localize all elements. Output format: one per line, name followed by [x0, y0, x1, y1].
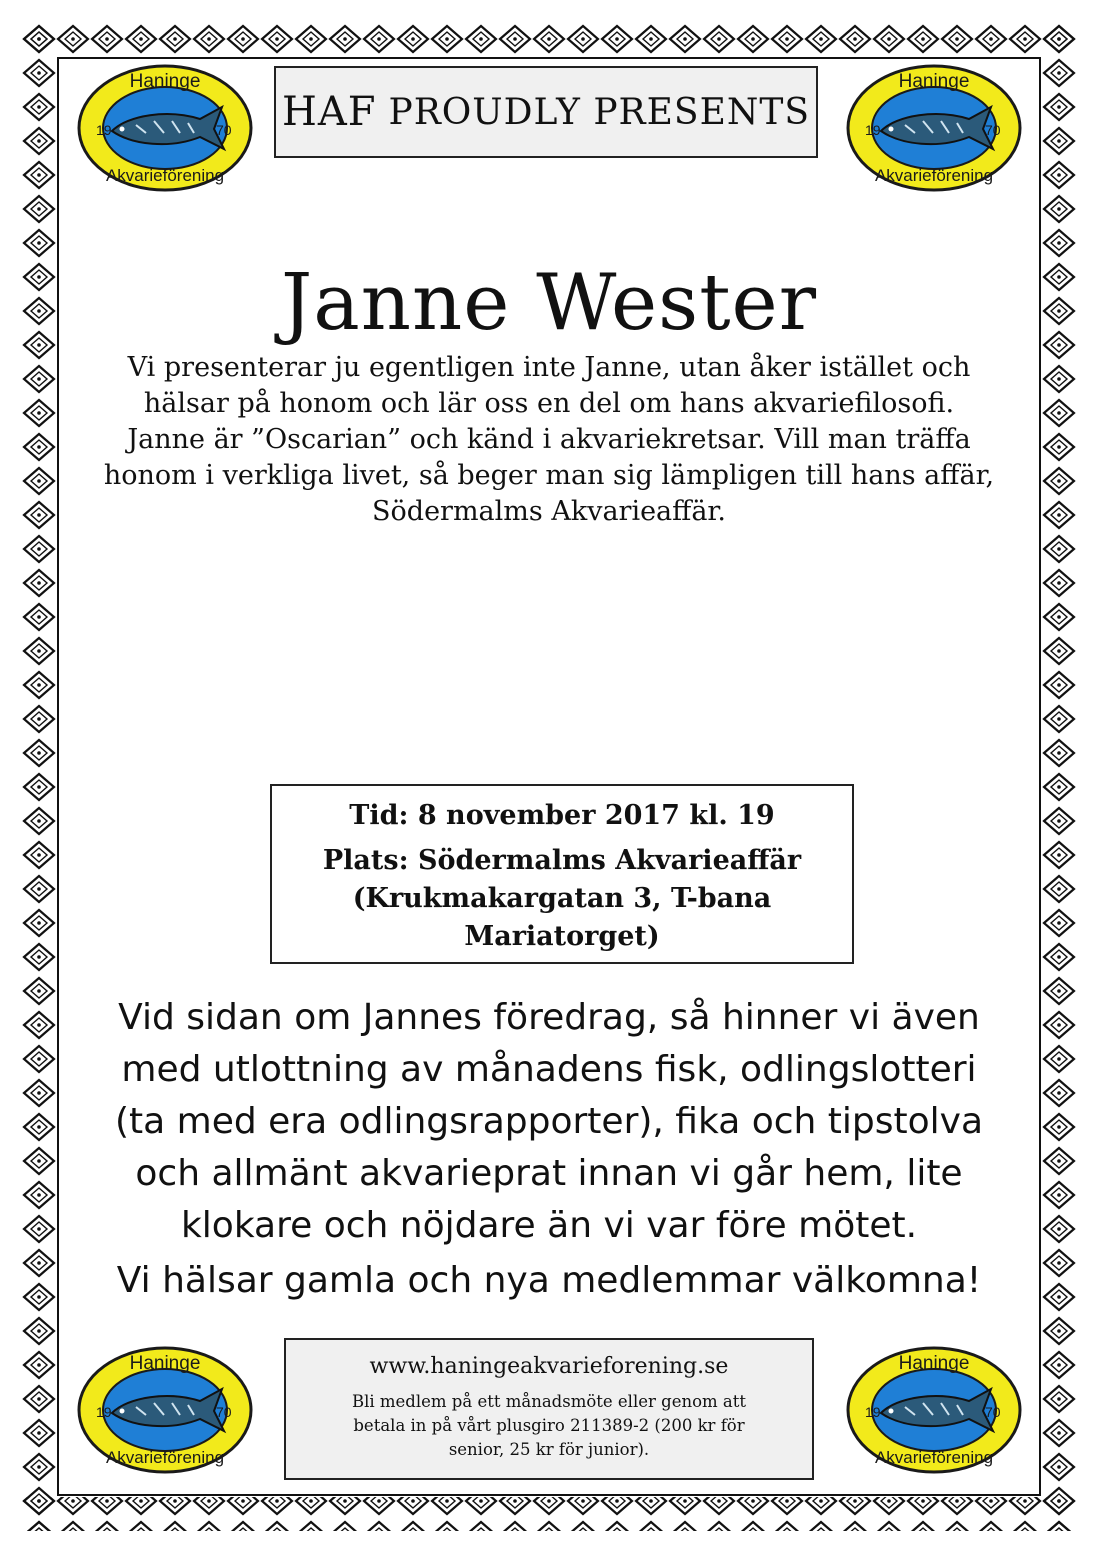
logo-year-left: 19	[96, 1404, 112, 1420]
logo-year-left: 19	[96, 122, 112, 138]
logo-tagline: Akvarieförening	[874, 1448, 994, 1467]
event-place-line: (Krukmakargatan 3, T-bana	[352, 883, 772, 914]
website-link[interactable]: www.haningeakvarieforening.se	[369, 1354, 729, 1379]
body-line: Vid sidan om Jannes föredrag, så hinner vi även	[118, 997, 980, 1038]
club-logo	[76, 63, 254, 193]
body-line: och allmänt akvarieprat innan vi går hem, lite	[135, 1153, 963, 1194]
intro-line: Södermalms Akvarieaffär.	[372, 496, 726, 527]
header-subtitle: PROUDLY PRESENTS	[388, 91, 811, 133]
logo-tagline: Akvarieförening	[105, 166, 225, 185]
membership-info	[286, 1390, 812, 1462]
logo-year-left: 19	[865, 122, 881, 138]
club-logo	[845, 1345, 1023, 1475]
body-paragraph	[60, 992, 1038, 1252]
event-place-line: Plats: Södermalms Akvarieaffär	[322, 845, 802, 876]
membership-line: senior, 25 kr för junior).	[448, 1440, 650, 1459]
header-org: HAF	[281, 89, 377, 135]
event-place	[272, 842, 852, 956]
event-place-line: Mariatorget)	[464, 921, 660, 952]
logo-tagline: Akvarieförening	[874, 166, 994, 185]
club-logo	[76, 1345, 254, 1475]
intro-line: Vi presenterar ju egentligen inte Janne, utan åker istället och	[127, 352, 971, 383]
body-line: med utlottning av månadens fisk, odlingslotteri	[121, 1049, 977, 1090]
decorative-border	[22, 22, 1076, 1531]
logo-year-right: 70	[216, 122, 232, 138]
intro-paragraph	[90, 350, 1008, 530]
club-logo	[845, 63, 1023, 193]
intro-line: hälsar på honom och lär oss en del om hans akvariefilosofi.	[143, 388, 955, 419]
logo-name: Haninge	[129, 71, 201, 92]
logo-year-right: 70	[985, 1404, 1001, 1420]
body-line: (ta med era odlingsrapporter), fika och tipstolva	[114, 1101, 984, 1142]
footer-box	[284, 1338, 814, 1480]
logo-name: Haninge	[898, 1353, 970, 1374]
logo-tagline: Akvarieförening	[105, 1448, 225, 1467]
welcome-line: Vi hälsar gamla och nya medlemmar välkomna!	[116, 1260, 982, 1301]
speaker-name: Janne Wester	[281, 258, 817, 348]
logo-year-left: 19	[865, 1404, 881, 1420]
intro-line: honom i verkliga livet, så beger man sig lämpligen till hans affär,	[103, 460, 995, 491]
membership-line: Bli medlem på ett månadsmöte eller genom att	[351, 1392, 747, 1411]
event-info-box	[270, 784, 854, 964]
logo-name: Haninge	[898, 71, 970, 92]
logo-name: Haninge	[129, 1353, 201, 1374]
logo-year-right: 70	[216, 1404, 232, 1420]
membership-line: betala in på vårt plusgiro 211389-2 (200 kr för	[353, 1416, 745, 1435]
event-time: Tid: 8 november 2017 kl. 19	[349, 800, 775, 831]
logo-year-right: 70	[985, 122, 1001, 138]
header-banner	[274, 66, 818, 158]
intro-line: Janne är ”Oscarian” och känd i akvariekretsar. Vill man träffa	[127, 424, 971, 455]
body-line: klokare och nöjdare än vi var före mötet.	[180, 1205, 918, 1246]
